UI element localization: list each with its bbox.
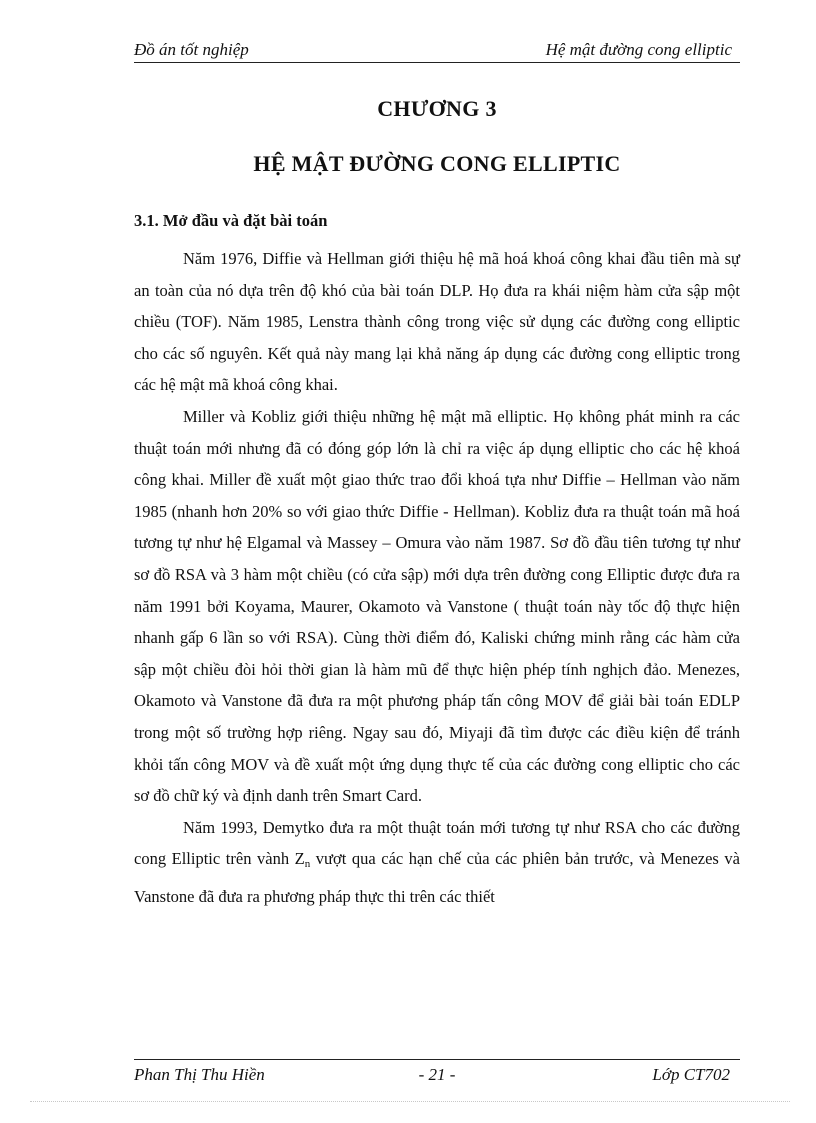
footer-page-number: - 21 - (418, 1065, 456, 1084)
section-heading: 3.1. Mở đầu và đặt bài toán (134, 211, 328, 230)
header-document-type: Đồ án tốt nghiệp (134, 40, 249, 59)
page-header (134, 40, 740, 63)
footer-class: Lớp CT702 (652, 1065, 730, 1084)
page-bottom-divider (30, 1101, 790, 1102)
paragraph-1: Năm 1976, Diffie và Hellman giới thiệu hệ mã hoá khoá công khai đầu tiên mà sự an toàn của nó dựa trên độ khó của bài toán DLP. Họ đưa ra khái niệm hàm cửa sập một chiều (TOF). Năm 1985, Lenstra thành công trong việc sử dụng các đường cong elliptic cho các số nguyên. Kết quả này mang lại khả năng áp dụng các đường cong elliptic trong các hệ mật mã khoá công khai. (134, 249, 740, 395)
paragraph-3-start: Năm 1993, Demytko đưa ra một thuật toán mới tương tự như RSA cho các đường cong Elliptic trên vành Z (134, 817, 740, 869)
footer-author: Phan Thị Thu Hiền (134, 1065, 265, 1084)
page-footer (134, 1059, 740, 1086)
paragraph-3 (134, 812, 740, 913)
subscript-n: n (304, 858, 311, 871)
paragraph-2: Miller và Kobliz giới thiệu những hệ mật mã elliptic. Họ không phát minh ra các thuật toán mới nhưng đã có đóng góp lớn là chỉ ra việc áp dụng elliptic cho các hệ khoá công khai. Miller đề xuất một giao thức trao đổi khoá tựa như Diffie – Hellman vào năm 1985 (nhanh hơn 20% so với giao thức Diffie - Hellman). Kobliz đưa ra thuật toán mã hoá tương tự như hệ Elgamal và Massey – Omura vào năm 1987. Sơ đồ đầu tiên tương tự như sơ đồ RSA và 3 hàm một chiều (có cửa sập) mới dựa trên đường cong Elliptic được đưa ra năm 1991 bởi Koyama, Maurer, Okamoto và Vanstone ( thuật toán này tốc độ thực hiện nhanh gấp 6 lần so với RSA). Cùng thời điểm đó, Kaliski chứng minh rằng các hàm cửa sập một chiều đòi hỏi thời gian là hàm mũ để thực hiện phép tính nghịch đảo. Menezes, Okamoto và Vanstone đã đưa ra một phương pháp tấn công MOV để giải bài toán EDLP trong một số trường hợp riêng. Ngay sau đó, Miyaji đã tìm được các điều kiện để tránh khỏi tấn công MOV và đề xuất một ứng dụng thực tế của các đường cong elliptic cho các sơ đồ chữ ký và định danh trên Smart Card. (134, 406, 740, 806)
chapter-heading: CHƯƠNG 3 (377, 96, 497, 121)
body-text (134, 243, 740, 912)
chapter-title: HỆ MẬT ĐƯỜNG CONG ELLIPTIC (253, 151, 621, 176)
paragraph-3-end: vượt qua các hạn chế của các phiên bản trước, và Menezes và Vanstone đã đưa ra phương pháp thực thi trên các thiết (134, 849, 740, 906)
header-topic: Hệ mật đường cong elliptic (545, 40, 732, 59)
